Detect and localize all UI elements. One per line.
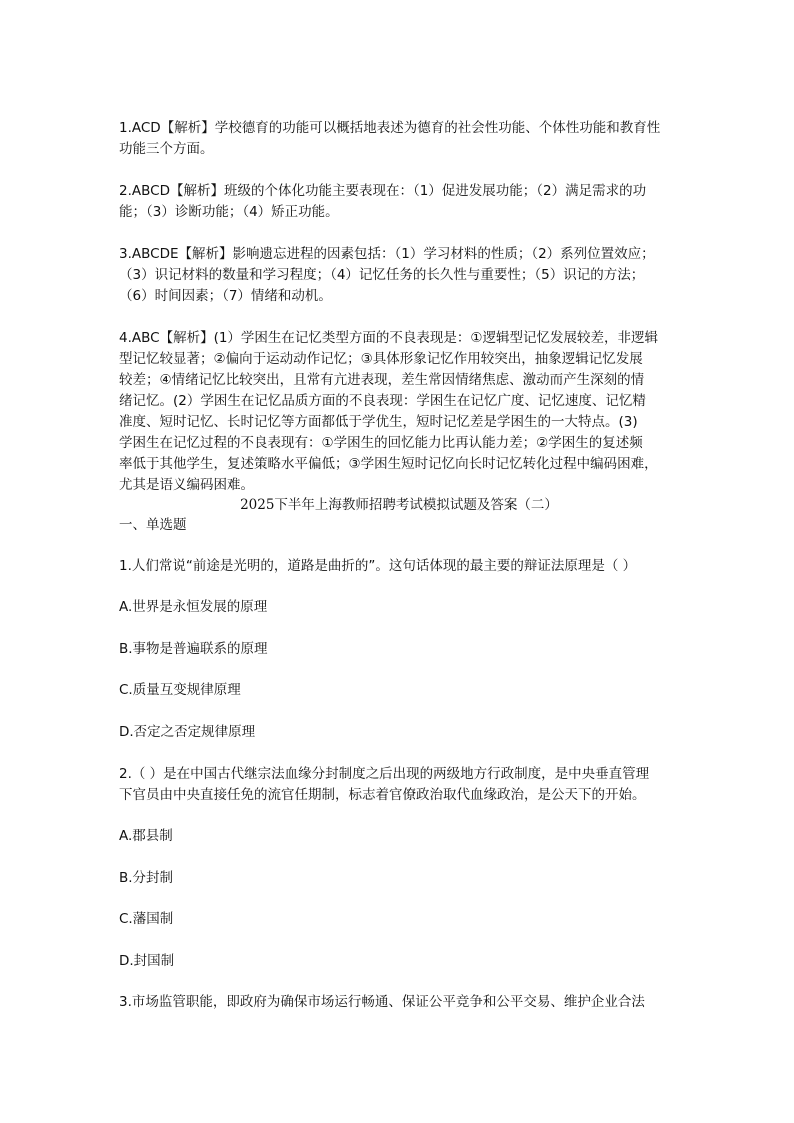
answer-4-line-7: 率低于其他学生，复述策略水平偏低；③学困生短时记忆向长时记忆转化过程中编码困难， — [119, 456, 658, 472]
question-1-option-d: D.否定之否定规律原理 — [119, 724, 256, 740]
answer-1 — [119, 118, 679, 160]
section-heading: 一、单选题 — [119, 517, 187, 533]
question-1-stem: 1.人们常说“前途是光明的，道路是曲折的”。这句话体现的最主要的辩证法原理是（ ） — [119, 558, 637, 574]
answer-4-line-4: 绪记忆。(2）学困生在记忆品质方面的不良表现：学困生在记忆广度、记忆速度、记忆精 — [119, 393, 646, 409]
answer-4-line-1: 4.ABC【解析】(1）学困生在记忆类型方面的不良表现是：①逻辑型记忆发展较差，非逻辑 — [119, 330, 659, 346]
question-2-option-a: A.郡县制 — [119, 828, 173, 844]
answer-4-line-2: 型记忆较显著；②偏向于运动动作记忆；③具体形象记忆作用较突出，抽象逻辑记忆发展 — [119, 351, 643, 367]
answer-4-line-8: 尤其是语义编码困难。 — [119, 477, 254, 493]
answer-2-line-1: 2.ABCD【解析】班级的个体化功能主要表现在：（1）促进发展功能；（2）满足需求的功 — [119, 183, 647, 199]
answer-2 — [119, 181, 679, 223]
answer-1-line-2: 功能三个方面。 — [119, 141, 214, 157]
exam-title: 2025下半年上海教师招聘考试模拟试题及答案（二） — [240, 497, 558, 513]
answer-3-line-3: （6）时间因素；（7）情绪和动机。 — [119, 288, 332, 304]
answer-3 — [119, 244, 679, 307]
answer-4 — [119, 328, 679, 496]
answer-2-line-2: 能；（3）诊断功能；（4）矫正功能。 — [119, 204, 339, 220]
answer-3-line-1: 3.ABCDE【解析】影响遗忘进程的因素包括：（1）学习材料的性质；（2）系列位置效应； — [119, 246, 655, 262]
question-3-stem: 3.市场监管职能，即政府为确保市场运行畅通、保证公平竞争和公平交易、维护企业合法 — [119, 994, 645, 1010]
answer-1-line-1: 1.ACD【解析】学校德育的功能可以概括地表述为德育的社会性功能、个体性功能和教育性 — [119, 120, 661, 136]
question-2-option-b: B.分封制 — [119, 870, 174, 886]
question-1-option-c: C.质量互变规律原理 — [119, 682, 241, 698]
question-2-stem — [119, 764, 679, 806]
answer-4-line-6: 学困生在记忆过程的不良表现有：①学困生的回忆能力比再认能力差；②学困生的复述频 — [119, 435, 643, 451]
question-2-option-c: C.藩国制 — [119, 911, 174, 927]
answer-4-line-3: 较差；④情绪记忆比较突出，且常有亢进表现，差生常因情绪焦虑、激动而产生深刻的情 — [119, 372, 645, 388]
question-2-stem-line-2: 下官员由中央直接任免的流官任期制，标志着官僚政治取代血缘政治，是公天下的开始。 — [119, 787, 646, 803]
question-1-option-b: B.事物是普遍联系的原理 — [119, 641, 268, 657]
answer-3-line-2: （3）识记材料的数量和学习程度；（4）记忆任务的长久性与重要性；（5）识记的方法； — [119, 267, 645, 283]
answer-4-line-5: 准度、短时记忆、长时记忆等方面都低于学优生，短时记忆差是学困生的一大特点。(3) — [119, 414, 638, 430]
question-2-option-d: D.封国制 — [119, 953, 175, 969]
question-1-option-a: A.世界是永恒发展的原理 — [119, 599, 268, 615]
question-2-stem-line-1: 2.（ ）是在中国古代继宗法血缘分封制度之后出现的两级地方行政制度，是中央垂直管理 — [119, 766, 650, 782]
